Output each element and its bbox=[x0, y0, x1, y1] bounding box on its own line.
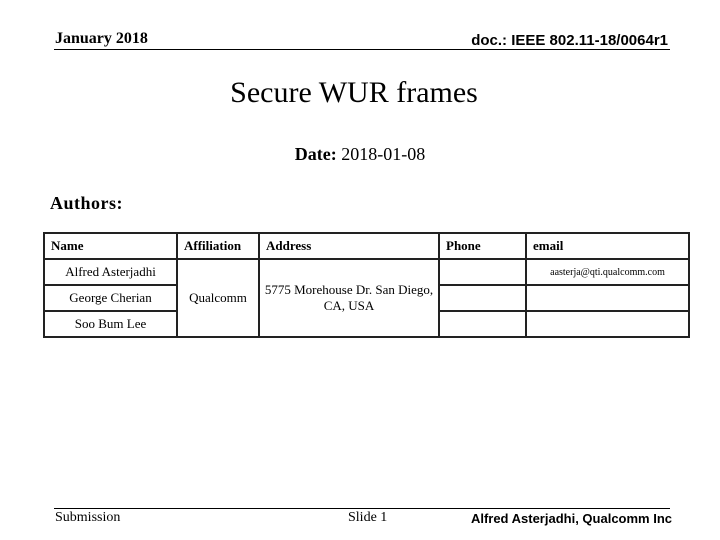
footer-divider bbox=[54, 508, 670, 509]
author-email: aasterja@qti.qualcomm.com bbox=[526, 259, 689, 285]
header-divider bbox=[54, 49, 670, 50]
date-label: Date: bbox=[294, 144, 337, 164]
author-email bbox=[526, 311, 689, 337]
author-name: Soo Bum Lee bbox=[44, 311, 177, 337]
author-phone bbox=[439, 285, 526, 311]
column-header-phone: Phone bbox=[439, 233, 526, 259]
author-phone bbox=[439, 311, 526, 337]
header-doc-id: doc.: IEEE 802.11-18/0064r1 bbox=[471, 32, 668, 49]
author-address: 5775 Morehouse Dr. San Diego, CA, USA bbox=[259, 259, 439, 337]
author-affiliation: Qualcomm bbox=[177, 259, 259, 337]
author-name: Alfred Asterjadhi bbox=[44, 259, 177, 285]
author-phone bbox=[439, 259, 526, 285]
date-value: 2018-01-08 bbox=[341, 144, 426, 164]
header-date: January 2018 bbox=[55, 30, 148, 47]
authors-table bbox=[43, 232, 690, 338]
column-header-address: Address bbox=[259, 233, 439, 259]
column-header-affiliation: Affiliation bbox=[177, 233, 259, 259]
authors-label: Authors: bbox=[50, 193, 124, 213]
date-line bbox=[0, 144, 720, 165]
author-name: George Cherian bbox=[44, 285, 177, 311]
footer-slide-number: Slide 1 bbox=[348, 510, 388, 525]
column-header-name: Name bbox=[44, 233, 177, 259]
table-header-row bbox=[44, 233, 689, 259]
slide-title: Secure WUR frames bbox=[230, 76, 478, 109]
table-row bbox=[44, 259, 689, 285]
column-header-email: email bbox=[526, 233, 689, 259]
author-email bbox=[526, 285, 689, 311]
footer-submission: Submission bbox=[55, 510, 121, 525]
footer-author: Alfred Asterjadhi, Qualcomm Inc bbox=[470, 511, 672, 526]
